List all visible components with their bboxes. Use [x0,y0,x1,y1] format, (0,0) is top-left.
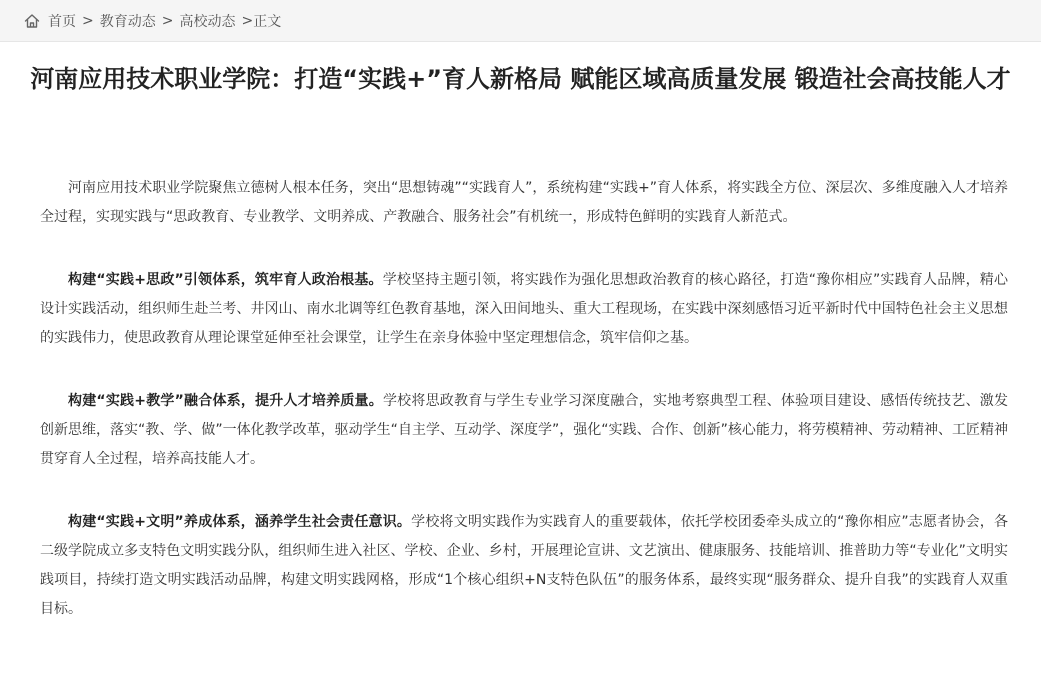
article-section-paragraph [40,508,1008,624]
breadcrumb-home-link[interactable]: 首页 [48,13,76,30]
section-body: 学校将文明实践作为实践育人的重要载体，依托学校团委牵头成立的“豫你相应”志愿者协会，各二级学院成立多支特色文明实践分队，组织师生进入社区、学校、企业、乡村，开展理论宣讲、文艺演出、健康服务、技能培训、推普助力等“专业化”文明实践项目，持续打造文明实践活动品牌，构建文明实践网格，形成“1个核心组织+N支特色队伍”的服务体系，最终实现“服务群众、提升自我”的实践育人双重目标。 [40,514,1008,617]
section-body: 学校将思政教育与学生专业学习深度融合，实地考察典型工程、体验项目建设、感悟传统技艺、激发创新思维，落实“教、学、做”一体化教学改革，驱动学生“自主学、互动学、深度学”，强化“实践、合作、创新”核心能力，将劳模精神、劳动精神、工匠精神贯穿育人全过程，培养高技能人才。 [40,393,1008,467]
section-lead: 构建“实践+教学”融合体系，提升人才培养质量。 [68,393,383,409]
breadcrumb-current: 正文 [253,13,282,30]
article-intro-paragraph: 河南应用技术职业学院聚焦立德树人根本任务，突出“思想铸魂”“实践育人”，系统构建“实践+”育人体系，将实践全方位、深层次、多维度融入人才培养全过程，实现实践与“思政教育、专业教学、文明养成、产教融合、服务社会”有机统一，形成特色鲜明的实践育人新范式。 [40,180,1008,225]
section-lead: 构建“实践+思政”引领体系，筑牢育人政治根基。 [68,272,383,288]
article-section-paragraph [40,266,1008,353]
breadcrumb-university-news-link[interactable]: 高校动态 [179,13,236,30]
home-icon[interactable] [24,13,40,29]
breadcrumb-separator: > [82,12,94,29]
article-title: 河南应用技术职业学院：打造“实践+”育人新格局 赋能区域高质量发展 锻造社会高技能人才 [30,65,1011,93]
article-section-paragraph [40,387,1008,474]
breadcrumb-separator: > [161,12,174,29]
section-body: 学校坚持主题引领，将实践作为强化思想政治教育的核心路径，打造“豫你相应”实践育人品牌，精心设计实践活动，组织师生赴兰考、井冈山、南水北调等红色教育基地，深入田间地头、重大工程现场，在实践中深刻感悟习近平新时代中国特色社会主义思想的实践伟力，使思政教育从理论课堂延伸至社会课堂，让学生在亲身体验中坚定理想信念，筑牢信仰之基。 [40,272,1008,346]
breadcrumb-education-news-link[interactable]: 教育动态 [99,13,156,30]
section-lead: 构建“实践+文明”养成体系，涵养学生社会责任意识。 [68,514,412,530]
breadcrumb-separator: > [241,12,254,29]
breadcrumb [0,0,1041,42]
article-body [40,174,1008,658]
